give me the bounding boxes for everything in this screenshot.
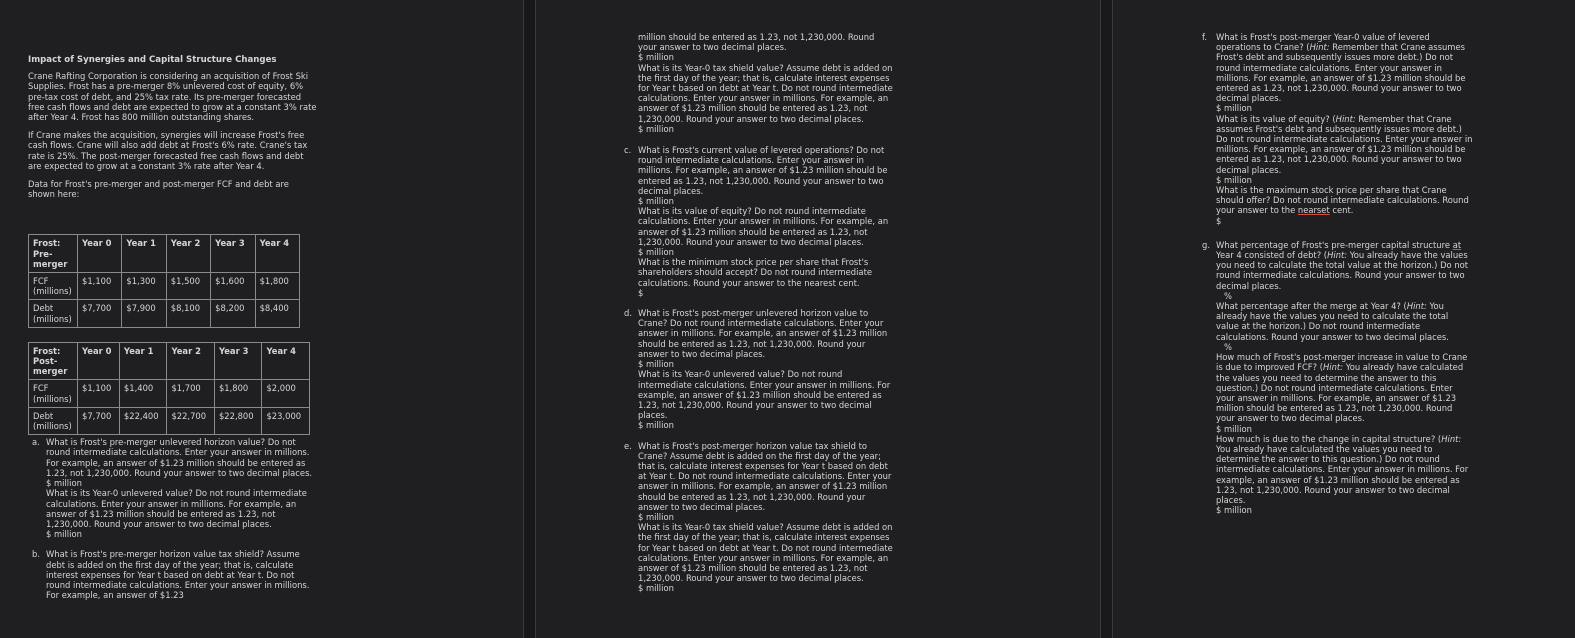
table-row	[29, 273, 300, 300]
table-cell: FCF (millions)	[29, 380, 78, 407]
table-cell: $1,700	[167, 380, 215, 407]
question-a	[28, 437, 318, 539]
table-cell: $8,100	[166, 300, 210, 327]
question-text: What is Frost's post-merger Year-0 value of levered operations to Crane? (Hint: Remember that Crane assumes Frost's debt and subsequently issues more debt.) Do not round intermediate calculations. Enter your answer in millions. For example, an answer of $1.23 million should be entered as 1.23, not 1,230,000. Round your answer to two decimal places.	[1216, 32, 1466, 104]
table-header-cell: Year 1	[122, 235, 166, 273]
question-text: What is its value of equity? Do not round intermediate calculations. Enter your answer in millions. For example, an answer of $1.23 million should be entered as 1.23, not 1,230,000. Round your answer to two decimal places.	[638, 206, 889, 247]
hint-label: Hint:	[1335, 113, 1356, 124]
underlined-word: at	[1452, 239, 1462, 250]
table-header-cell: Year 4	[255, 235, 299, 273]
question-text: What is Frost's post-merger horizon value tax shield to Crane? Assume debt is added on the first day of the year; that is, calculate interest expenses for Year t based on debt at Year t. Do not round intermediate calculations. Enter your answer in millions. For example, an answer of $1.23 million should be entered as 1.23, not 1,230,000. Round your answer to two decimal places.	[638, 440, 892, 512]
table-header-cell: Year 0	[78, 235, 122, 273]
answer-input[interactable]: $ million	[638, 123, 674, 134]
question-label: f.	[1202, 32, 1208, 42]
question-text: What is Frost's pre-merger unlevered horizon value? Do not round intermediate calculations. Enter your answer in millions. For example, an answer of $1.23 million should be entered as 1.23, not 1,230,000. Round your answer to two decimal places.	[46, 437, 313, 478]
table-cell: $1,300	[122, 273, 166, 300]
question-text: What is its Year-0 unlevered value? Do not round intermediate calculations. Enter your answer in millions. For example, an answer of $1.23 million should be entered as 1.23, not 1,230,000. Round your answer to two decimal places.	[46, 488, 307, 529]
question-text: What is its Year-0 tax shield value? Assume debt is added on the first day of the year; that is, calculate interest expenses for Year t based on debt at Year t. Do not round intermediate calculations. Enter your answer in millions. For example, an answer of $1.23 million should be entered as 1.23, not 1,230,000. Round your answer to two decimal places.	[638, 62, 893, 124]
hint-label: Hint:	[1441, 433, 1462, 444]
question-label: a.	[32, 437, 40, 448]
question-d	[620, 308, 895, 430]
question-g	[1198, 240, 1473, 515]
question-list	[28, 437, 318, 600]
table-header-row	[29, 235, 300, 273]
table-row	[29, 300, 300, 327]
question-text: What percentage after the merge at Year 4? (Hint: You already have the values you need to calculate the total value at the horizon.) Do not round intermediate calculations. Round your answer to two decimal places.	[1216, 301, 1449, 342]
table-cell: $22,700	[167, 407, 215, 434]
table-cell: $8,400	[255, 300, 299, 327]
answer-input[interactable]: $ million	[46, 478, 82, 489]
answer-input[interactable]: $ million	[1216, 423, 1252, 434]
question-b-continued	[620, 32, 895, 134]
table-cell: $8,200	[211, 300, 255, 327]
answer-input[interactable]: %	[1224, 290, 1232, 301]
question-list	[620, 145, 895, 594]
hint-label: Hint:	[1327, 250, 1348, 261]
intro-paragraph-1: Crane Rafting Corporation is considering an acquisition of Frost Ski Supplies. Frost has a pre-merger 8% unlevered cost of equity, 6% pre-tax cost of debt, and 25% tax rate. Its pre-merger forecasted free cash flows and debt are expected to grow at a constant 3% rate after Year 4. Frost has 800 million outstanding shares.	[28, 71, 317, 123]
question-text: How much is due to the change in capital structure? (Hint: You already have calculated the values you need to determine the answer to this question.) Do not round intermediate calculations. Enter your answer in millions. For example, an answer of $1.23 million should be entered as 1.23, not 1,230,000. Round your answer to two decimal places.	[1216, 433, 1469, 505]
table-cell: $7,700	[78, 300, 122, 327]
question-text: What is Frost's current value of levered operations? Do not round intermediate calculations. Enter your answer in millions. For example, an answer of $1.23 million should be entered as 1.23, not 1,230,000. Round your answer to two decimal places.	[638, 145, 888, 196]
intro-paragraph-3: Data for Frost's pre-merger and post-merger FCF and debt are shown here:	[28, 179, 289, 200]
question-text: million should be entered as 1.23, not 1,230,000. Round your answer to two decimal places.	[638, 32, 875, 53]
question-text: What is the minimum stock price per share that Frost's shareholders should accept? Do not round intermediate calculations. Round your answer to the nearest cent.	[638, 257, 873, 288]
table-cell: $2,000	[262, 380, 310, 407]
answer-input[interactable]: $ million	[638, 359, 674, 370]
answer-input[interactable]: $ million	[638, 196, 674, 207]
table-header-cell: Year 4	[262, 342, 310, 380]
question-text: What is the maximum stock price per share that Crane should offer? Do not round intermediate calculations. Round your answer to the nearset cent.	[1216, 185, 1469, 216]
question-text: What percentage of Frost's pre-merger capital structure at Year 4 consisted of debt? (Hint: You already have the values you need to calculate the total value at the horizon.) Do not round intermediate calculations. Round your answer to two decimal places.	[1216, 239, 1469, 291]
intro-paragraph-2: If Crane makes the acquisition, synergies will increase Frost's free cash flows. Crane will also add debt at Frost's 6% rate. Crane's tax rate is 25%. The post-merger forecasted free cash flows and debt are expected to grow at a constant 3% rate after Year 4.	[28, 130, 308, 171]
post-merger-table	[28, 342, 310, 435]
table-header-cell: Frost: Pre-merger	[29, 235, 78, 273]
table-header-cell: Year 2	[167, 342, 215, 380]
answer-input[interactable]: $ million	[638, 247, 674, 258]
question-label: b.	[32, 549, 40, 560]
question-label: e.	[624, 440, 632, 451]
table-cell: $22,800	[214, 407, 262, 434]
table-cell: Debt (millions)	[29, 300, 78, 327]
answer-input[interactable]: $ million	[1216, 505, 1252, 516]
question-text: How much of Frost's post-merger increase in value to Crane is due to improved FCF? (Hint: You already have calculated the values you need to determine the answer to this question.) Do not round intermediate calculations. Enter your answer in millions. For example, an answer of $1.23 million should be entered as 1.23, not 1,230,000. Round your answer to two decimal places.	[1216, 352, 1468, 424]
answer-input[interactable]: $ million	[1216, 103, 1252, 114]
table-cell: $22,400	[119, 407, 167, 434]
answer-input[interactable]: $ million	[46, 529, 82, 540]
answer-input[interactable]: %	[1224, 341, 1232, 352]
hint-label: Hint:	[1323, 362, 1344, 373]
page-divider-right	[1100, 0, 1113, 638]
question-label: c.	[624, 145, 632, 156]
table-header-cell: Year 1	[119, 342, 167, 380]
table-cell: FCF (millions)	[29, 273, 78, 300]
question-c	[620, 145, 895, 298]
table-cell: $1,800	[214, 380, 262, 407]
question-label: g.	[1202, 239, 1210, 250]
question-label: d.	[624, 308, 632, 319]
question-e	[620, 441, 895, 594]
question-text: What is Frost's pre-merger horizon value tax shield? Assume debt is added on the first day of the year; that is, calculate interest expenses for Year t based on debt at Year t. Do not round intermediate calculations. Enter your answer in millions. For example, an answer of $1.23	[46, 549, 310, 601]
answer-input[interactable]: $ million	[638, 52, 674, 63]
hint-label: Hint:	[1309, 42, 1330, 53]
table-header-cell: Year 2	[166, 235, 210, 273]
table-cell: $7,700	[78, 407, 120, 434]
answer-input[interactable]: $ million	[1216, 174, 1252, 185]
table-cell: $23,000	[262, 407, 310, 434]
question-list	[1198, 32, 1473, 515]
answer-input[interactable]: $	[1216, 215, 1222, 226]
answer-input[interactable]: $ million	[638, 511, 674, 522]
table-header-cell: Year 3	[211, 235, 255, 273]
table-header-cell: Frost: Post-merger	[29, 342, 78, 380]
problem-title: Impact of Synergies and Capital Structure Changes	[28, 55, 277, 65]
table-row	[29, 407, 310, 434]
table-cell: $1,600	[211, 273, 255, 300]
hint-label: Hint:	[1406, 301, 1427, 312]
question-text: What is its Year-0 tax shield value? Assume debt is added on the first day of the year; that is, calculate interest expenses for Year t based on debt at Year t. Do not round intermediate calculations. Enter your answer in millions. For example, an answer of $1.23 million should be entered as 1.23, not 1,230,000. Round your answer to two decimal places.	[638, 522, 893, 584]
table-header-row	[29, 342, 310, 380]
table-cell: $7,900	[122, 300, 166, 327]
page-column-1	[28, 0, 318, 638]
table-cell: $1,100	[78, 273, 122, 300]
table-cell: Debt (millions)	[29, 407, 78, 434]
page-column-3	[1198, 0, 1473, 638]
answer-input[interactable]: $ million	[638, 583, 674, 594]
table-row	[29, 380, 310, 407]
page-column-2	[620, 0, 895, 638]
table-cell: $1,800	[255, 273, 299, 300]
answer-input[interactable]: $	[638, 287, 644, 298]
question-f	[1198, 32, 1473, 226]
question-text: What is its Year-0 unlevered value? Do not round intermediate calculations. Enter your answer in millions. For example, an answer of $1.23 million should be entered as 1.23, not 1,230,000. Round your answer to two decimal places.	[638, 369, 891, 421]
answer-input[interactable]: $ million	[638, 420, 674, 431]
misspelled-word: nearset	[1297, 205, 1330, 216]
question-text: What is Frost's post-merger unlevered horizon value to Crane? Do not round intermediate calculations. Enter your answer in millions. For example, an answer of $1.23 million should be entered as 1.23, not 1,230,000. Round your answer to two decimal places.	[638, 308, 888, 359]
question-b	[28, 549, 318, 600]
table-header-cell: Year 3	[214, 342, 262, 380]
table-cell: $1,400	[119, 380, 167, 407]
page-divider-left	[523, 0, 536, 638]
table-cell: $1,100	[78, 380, 120, 407]
pre-merger-table	[28, 234, 300, 327]
table-header-cell: Year 0	[78, 342, 120, 380]
question-text: What is its value of equity? (Hint: Remember that Crane assumes Frost's debt and subsequently issues more debt.) Do not round intermediate calculations. Enter your answer in millions. For example, an answer of $1.23 million should be entered as 1.23, not 1,230,000. Round your answer to two decimal places.	[1216, 113, 1473, 175]
table-cell: $1,500	[166, 273, 210, 300]
